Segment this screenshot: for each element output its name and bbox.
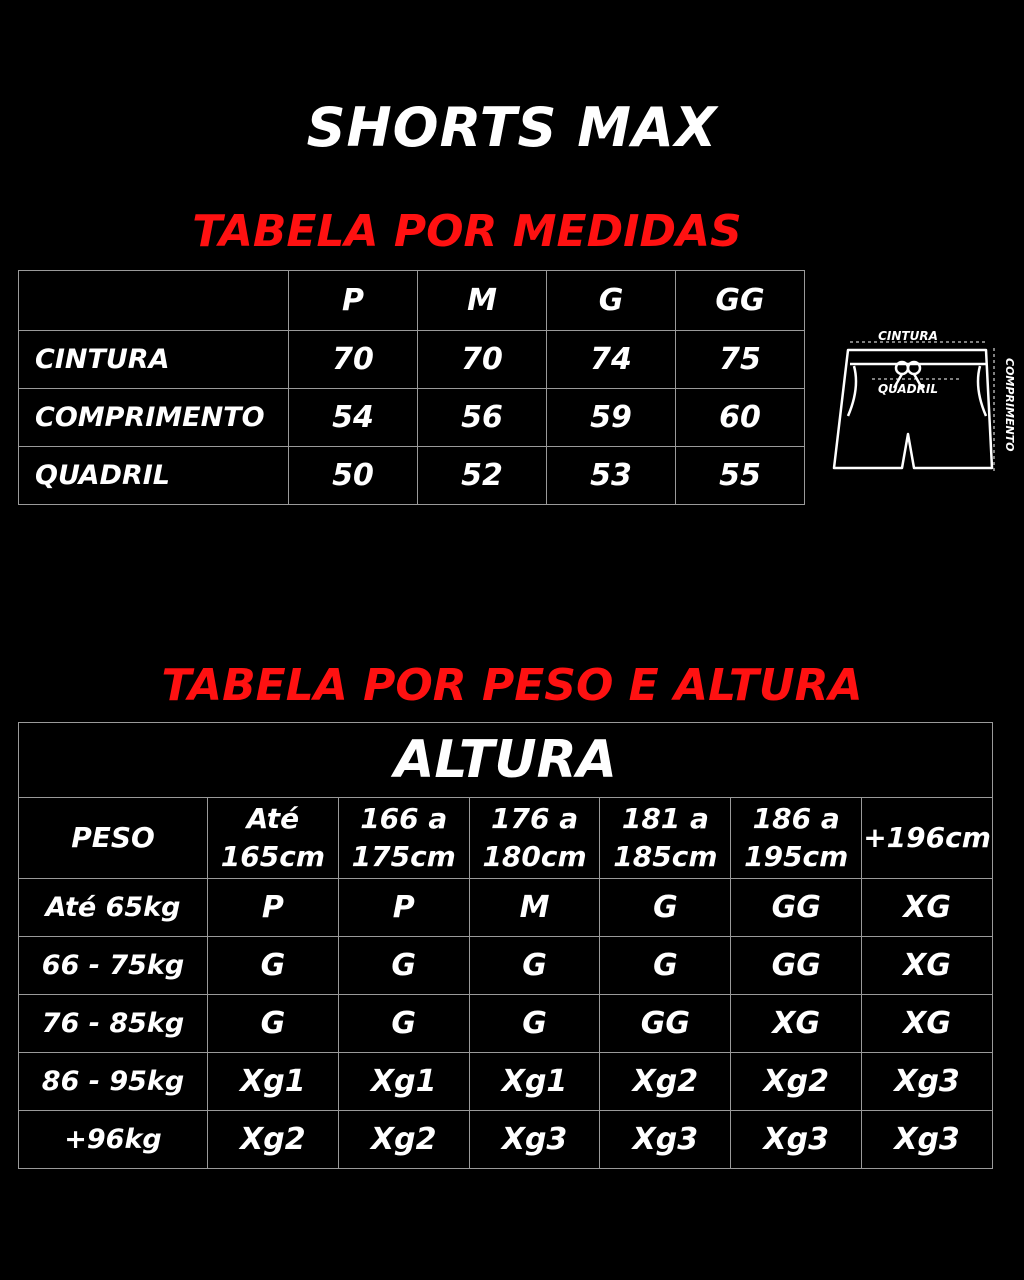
size-cell: Xg1 — [208, 1053, 339, 1111]
diagram-hip-label: QUADRIL — [877, 382, 939, 396]
size-cell: XG — [862, 995, 993, 1053]
size-cell: G — [208, 995, 339, 1053]
size-cell: G — [469, 995, 600, 1053]
measures-row-label: QUADRIL — [19, 447, 289, 505]
size-cell: Xg2 — [208, 1111, 339, 1169]
measures-cell: 50 — [289, 447, 418, 505]
measures-row — [19, 389, 805, 447]
measures-cell: 59 — [547, 389, 676, 447]
weight-row — [19, 1053, 993, 1111]
size-cell: Xg3 — [862, 1053, 993, 1111]
weight-row — [19, 937, 993, 995]
diagram-waist-label: CINTURA — [878, 329, 938, 343]
size-cell: GG — [731, 879, 862, 937]
measures-header-cell — [19, 271, 289, 331]
size-cell: M — [469, 879, 600, 937]
size-cell: G — [338, 995, 469, 1053]
weight-row — [19, 1111, 993, 1169]
size-cell: Xg1 — [469, 1053, 600, 1111]
measures-cell: 74 — [547, 331, 676, 389]
measures-cell: 53 — [547, 447, 676, 505]
height-title: ALTURA — [19, 723, 993, 798]
height-header-cell: 181 a 185cm — [600, 798, 731, 879]
measures-cell: 56 — [418, 389, 547, 447]
height-header-row — [19, 798, 993, 879]
size-cell: G — [208, 937, 339, 995]
size-cell: G — [600, 937, 731, 995]
height-header-cell: +196cm — [862, 798, 993, 879]
measures-cell: 52 — [418, 447, 547, 505]
weight-row-label: +96kg — [19, 1111, 208, 1169]
size-cell: P — [208, 879, 339, 937]
measures-cell: 55 — [676, 447, 805, 505]
size-cell: XG — [862, 937, 993, 995]
measures-table-title: TABELA POR MEDIDAS — [192, 206, 742, 257]
measures-header-cell: GG — [676, 271, 805, 331]
size-cell: G — [600, 879, 731, 937]
weight-title: PESO — [19, 798, 208, 879]
weight-row-label: 76 - 85kg — [19, 995, 208, 1053]
measures-cell: 60 — [676, 389, 805, 447]
size-cell: G — [469, 937, 600, 995]
weight-row — [19, 995, 993, 1053]
weight-row-label: 66 - 75kg — [19, 937, 208, 995]
measures-row — [19, 331, 805, 389]
size-cell: G — [338, 937, 469, 995]
measures-table — [18, 270, 805, 505]
weight-row — [19, 879, 993, 937]
size-cell: Xg3 — [862, 1111, 993, 1169]
size-cell: XG — [731, 995, 862, 1053]
measures-row-label: COMPRIMENTO — [19, 389, 289, 447]
measures-cell: 70 — [418, 331, 547, 389]
height-header-cell: 176 a 180cm — [469, 798, 600, 879]
size-cell: XG — [862, 879, 993, 937]
size-cell: Xg1 — [338, 1053, 469, 1111]
measures-header-cell: M — [418, 271, 547, 331]
measures-header-cell: P — [289, 271, 418, 331]
size-cell: GG — [731, 937, 862, 995]
size-cell: Xg2 — [731, 1053, 862, 1111]
size-cell: Xg3 — [469, 1111, 600, 1169]
weight-row-label: Até 65kg — [19, 879, 208, 937]
size-cell: Xg3 — [731, 1111, 862, 1169]
page-title: SHORTS MAX — [306, 96, 718, 159]
height-title-row — [19, 723, 993, 798]
measures-cell: 54 — [289, 389, 418, 447]
measures-cell: 70 — [289, 331, 418, 389]
measures-row-label: CINTURA — [19, 331, 289, 389]
size-cell: P — [338, 879, 469, 937]
diagram-length-label: COMPRIMENTO — [1003, 358, 1016, 452]
weight-height-table — [18, 722, 993, 1169]
measures-header-row — [19, 271, 805, 331]
height-header-cell: Até 165cm — [208, 798, 339, 879]
size-cell: Xg2 — [600, 1053, 731, 1111]
height-header-cell: 186 a 195cm — [731, 798, 862, 879]
weight-height-table-title: TABELA POR PESO E ALTURA — [161, 660, 863, 711]
size-cell: Xg3 — [600, 1111, 731, 1169]
measures-cell: 75 — [676, 331, 805, 389]
weight-row-label: 86 - 95kg — [19, 1053, 208, 1111]
size-cell: GG — [600, 995, 731, 1053]
shorts-icon — [826, 326, 1016, 476]
size-cell: Xg2 — [338, 1111, 469, 1169]
measures-row — [19, 447, 805, 505]
height-header-cell: 166 a 175cm — [338, 798, 469, 879]
measures-header-cell: G — [547, 271, 676, 331]
